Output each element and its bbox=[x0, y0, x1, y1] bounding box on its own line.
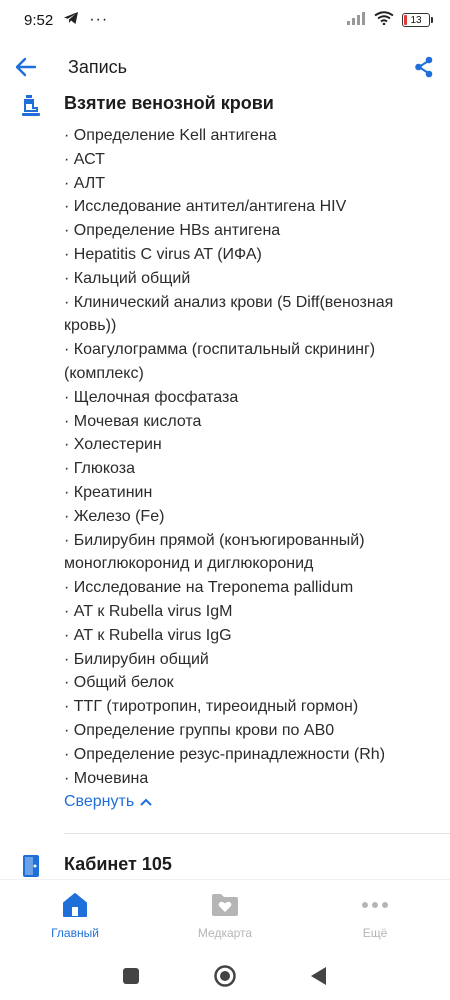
list-item: · Глюкоза bbox=[64, 460, 136, 478]
cabinet-row bbox=[0, 852, 450, 882]
blood-test-tube-icon bbox=[20, 94, 42, 118]
list-item: · Клинический анализ крови (5 Diff(венозная кровь)) bbox=[64, 293, 394, 335]
list-item: · Определение Kell антигена bbox=[64, 127, 277, 144]
appointment-content bbox=[0, 90, 450, 874]
list-item: · АСТ bbox=[64, 150, 105, 168]
divider bbox=[64, 833, 450, 834]
share-icon bbox=[414, 56, 434, 78]
circle-icon bbox=[213, 964, 237, 988]
app-bar bbox=[0, 44, 450, 90]
list-item: · Креатинин bbox=[64, 483, 153, 501]
list-item: · Железо (Fe) bbox=[64, 507, 165, 525]
nav-label-home: Главный bbox=[51, 926, 99, 940]
list-item: · ТТГ (тиротропин, тиреоидный гормон) bbox=[64, 698, 359, 716]
section-title: Взятие венозной крови bbox=[64, 93, 274, 113]
list-item: · Мочевая кислота bbox=[64, 412, 202, 430]
recents-button[interactable] bbox=[119, 964, 143, 988]
share-button[interactable] bbox=[412, 55, 436, 79]
bottom-nav bbox=[0, 880, 450, 952]
collapse-label: Свернуть bbox=[64, 793, 135, 810]
list-item: · АТ к Rubella virus IgM bbox=[64, 602, 233, 620]
list-item: · Общий белок bbox=[64, 674, 174, 692]
back-button[interactable] bbox=[14, 55, 38, 79]
wifi-icon bbox=[374, 11, 394, 30]
list-item: · Исследование антител/антигена HIV bbox=[64, 198, 347, 216]
home-system-button[interactable] bbox=[213, 964, 237, 988]
list-item: · Определение HBs антигена bbox=[64, 222, 281, 240]
list-item: · Холестерин bbox=[64, 436, 162, 454]
list-item: · Исследование на Treponema pallidum bbox=[64, 579, 354, 597]
collapse-button[interactable] bbox=[64, 793, 152, 811]
list-item: · Билирубин прямой (конъюгированный) моноглюкоронид и диглюкоронид bbox=[64, 531, 365, 573]
telegram-icon bbox=[63, 11, 79, 29]
system-nav-bar bbox=[0, 952, 450, 1000]
list-item: · АЛТ bbox=[64, 174, 106, 192]
page-title: Запись bbox=[68, 56, 128, 77]
nav-label-medcard: Медкарта bbox=[197, 926, 253, 940]
medcard-folder-icon bbox=[210, 890, 240, 920]
chevron-up-icon bbox=[140, 798, 152, 806]
list-item: · Билирубин общий bbox=[64, 650, 209, 668]
door-icon bbox=[22, 854, 40, 878]
list-item: · Щелочная фосфатаза bbox=[64, 388, 239, 406]
nav-item-home[interactable] bbox=[0, 880, 150, 952]
triangle-back-icon bbox=[310, 966, 328, 986]
home-icon bbox=[60, 890, 90, 920]
status-bar bbox=[0, 0, 450, 40]
list-item: · Коагулограмма (госпитальный скрининг) (комплекс) bbox=[64, 341, 376, 382]
test-list bbox=[64, 124, 424, 790]
list-item: · Мочевина bbox=[64, 769, 149, 787]
battery-level: 13 bbox=[410, 14, 422, 26]
square-icon bbox=[122, 967, 140, 985]
cabinet-title: Кабинет 105 bbox=[64, 854, 172, 874]
more-dots-icon bbox=[360, 890, 390, 920]
signal-icon bbox=[346, 11, 366, 30]
system-back-button[interactable] bbox=[307, 964, 331, 988]
more-notifications-icon: ··· bbox=[89, 11, 109, 28]
battery-icon bbox=[402, 13, 430, 27]
section-header bbox=[0, 90, 450, 122]
list-item: · Определение резус-принадлежности (Rh) bbox=[64, 745, 386, 763]
list-item: · Кальций общий bbox=[64, 269, 191, 287]
status-time: 9:52 bbox=[24, 11, 54, 29]
nav-label-more: Ещё bbox=[362, 926, 388, 940]
list-item: · Hepatitis C virus AT (ИФА) bbox=[64, 245, 262, 263]
list-item: · АТ к Rubella virus IgG bbox=[64, 626, 232, 644]
nav-item-medcard[interactable] bbox=[150, 880, 300, 952]
list-item: · Определение группы крови по АВ0 bbox=[64, 721, 335, 739]
nav-item-more[interactable] bbox=[300, 880, 450, 952]
arrow-left-icon bbox=[15, 57, 37, 77]
